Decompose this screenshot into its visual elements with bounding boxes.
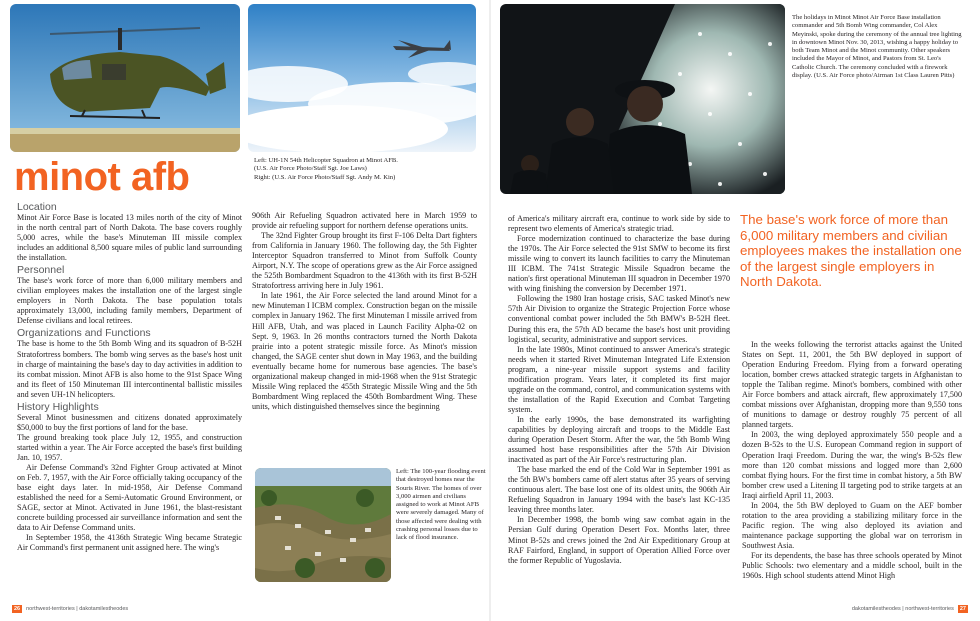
right-page-footer: [852, 603, 968, 615]
body-paragraph: In the weeks following the terrorist attacks against the United States on Sept. 11, 2001, the 5th BW deployed in support of Operation Enduring Freedom. Flying from a forward operating location, bomber crews attacked strategic targets in Afghanistan to topple the Taliban regime. Minot's bombers, combined with other Air Force bombers and attack aircraft, flew approximately 17,500 combat missions over Afghanistan, dropping more than 9,550 tons of munitions to damage or destroy roughly 75 percent of all planned targets.: [742, 340, 962, 430]
body-paragraph: 906th Air Refueling Squadron activated here in March 1959 to provide air refueling support for northern defense operations units.: [252, 211, 477, 231]
body-paragraph: For its dependents, the base has three schools operated by Minot Public Schools: two elementary and a middle school, built in the 1960s. High school students attend Minot High: [742, 550, 962, 581]
location-paragraph: Minot Air Force Base is located 13 miles north of the city of Minot in the north central part of North Dakota. The base covers roughly 5,000 acres, while the base's Minuteman III missile complex includes an additional 8,500 square miles of public land surrounding the installation.: [17, 213, 242, 263]
body-paragraph: In the late 1980s, Minot continued to answer America's strategic needs when it started Rivet Minuteman Integrated Life Extension program, a nine-year missile support systems and facility modification program. Years later, it completed its first major upgrade on the command, control, and communication systems with the installation of the Rapid Execution and Combat Targeting system.: [508, 344, 730, 414]
tree-photo-caption: The holidays in Minot Minot Air Force Base installation commander and 5th Bomb Wing commander, Col Alex Meyinski, spoke during the ceremony of the annual tree lighting in downtown Minot Nov. 30, 2013, wishing a happy holiday to both Team Minot and the Minot community. Other speakers included the Mayor of Minot, and Pastors from St. Leo's Catholic Church. The ceremony concluded with a firework display. (U.S. Air Force photo/Airman 1st Class Lauren Pitts): [792, 14, 962, 80]
body-paragraph: In December 1998, the bomb wing saw combat again in the Persian Gulf during Operation Desert Fox. Months later, three Minot B-52s and crews joined the 2nd Air Expeditionary Group at RAF Fairford, England, in support of Operation Allied Force over the former Republic of Yugoslavia.: [508, 515, 730, 565]
flood-aerial-photo: [255, 468, 391, 582]
column-3: [508, 214, 730, 566]
left-page-footer: [12, 603, 128, 615]
personnel-paragraph: The base's work force of more than 6,000 military members and civilian employees makes the installation one of the largest single employers in North Dakota. The base population totals approximately 13,000, including family members, Department of Defense civilians and local retirees.: [17, 276, 242, 326]
tree-lighting-photo: [500, 4, 785, 194]
caption-line-2: (U.S. Air Force Photo/Staff Sgt. Joe Laws): [254, 165, 367, 173]
page-title: minot afb: [14, 155, 190, 199]
column-2: [252, 211, 477, 412]
flood-photo-caption: Left: The 100-year flooding event that destroyed homes near the Souris River. The homes of over 3,000 airmen and civilians assigned to work at Minot AFB were severely damaged. Many of those affected were dealing with crashing personal losses due to lack of flood insurance.: [396, 468, 486, 542]
history-paragraph: The ground breaking took place July 12, 1955, and construction started within a year. The Air Force accepted the base's first building Jan. 10, 1957.: [17, 432, 242, 462]
section-heading-history: History Highlights: [17, 400, 99, 413]
body-paragraph: Following the 1980 Iran hostage crisis, SAC tasked Minot's new 57th Air Division to organize the Strategic Projection Force whose conventional combat power included the 5th BMW's B-52H fleet. During this era, the 57th AD became the base's host unit providing logistical, security, administrative and support services.: [508, 294, 730, 344]
page-number-left: 26: [14, 606, 21, 612]
left-photo-caption: [254, 157, 474, 182]
caption-line-3: Right: (U.S. Air Force Photo/Staff Sgt. Andy M. Kin): [254, 173, 396, 181]
body-paragraph: of America's military aircraft era, continue to work side by side to represent two elements of America's strategic triad.: [508, 214, 730, 234]
caption-line-1: Left: UH-1N 54th Helicopter Squadron at Minot AFB.: [254, 157, 398, 164]
body-paragraph: Force modernization continued to characterize the base during the 1970s. The Air Force selected the 91st SMW to become its first missile wing to convert its launch facilities to carry the Minuteman III ICBM. The 741st Strategic Missile Squadron became the nation's first operational Minuteman III squadron in December 1970 with wing finishing the conversion by December 1971.: [508, 234, 730, 294]
section-heading-personnel: Personnel: [17, 264, 65, 277]
column-1: [17, 200, 242, 553]
history-paragraph: Air Defense Command's 32nd Fighter Group activated at Minot on Feb. 7, 1957, with the Air Force officially taking occupancy of the base eight days later. In mid-1958, Air Defense Command established the need for a Semi-Automatic Ground Environment, or SAGE, sector at Minot. Activated in June 1961, the blast-resistant concrete building processed air surveillance information and sent the data to Air Defense Command units.: [17, 462, 242, 533]
body-paragraph: In 2004, the 5th BW deployed to Guam on the AEF bomber rotation to the area providing a stabilizing military force in the Pacific region. The wing also deployed its aviation and maintenance package supporting the global war on terrorism in Southwest Asia.: [742, 500, 962, 550]
footer-text-right: dakotamilestheodes | northwest-territories: [851, 606, 954, 612]
body-paragraph: In late 1961, the Air Force selected the land around Minot for a new Minuteman I ICBM complex. Construction began on the missile complex in January 1962. The first Minuteman I missile arrived from Hill AFB, Utah, and was placed in Launch Facility Alpha-02 on Sept. 9, 1963. In 26 months contractors turned the North Dakota prairie into a potent strategic missile force. As Minot's mission changed, the SAGE center shut down in May 1963, and the building eventually became home for numerous base agencies. The base's organizational makeup changed in mid-1968 when the 91st Strategic Missile Wing replaced the 455th Strategic Missile Wing and the 5th Bombardment Wing replaced the 450th Bombardment Wing. These units, which distinguished themselves since the beginning: [252, 291, 477, 411]
section-heading-organizations: Organizations and Functions: [17, 327, 151, 340]
b52-sky-photo: [248, 4, 476, 152]
footer-text-left: northwest-territories | dakotamilestheodes: [26, 606, 129, 612]
body-paragraph: The base marked the end of the Cold War in September 1991 as the 5th BW's bombers came off alert status after 35 years of serving continuous alert. The base lost one of its oldest units, the 906th Air Refueling Squadron in January 1994 with the base's last KC-135 leaving three months later.: [508, 465, 730, 515]
body-paragraph: The 32nd Fighter Group brought its first F-106 Delta Dart fighters from California in January 1960. The following day, the 5th Fighter Interceptor Squadron transferred to Minot from Suffolk County Airport, N.Y. The scope of operations grew as the Air Force assigned the 525th Bombardment Squadron to the 4136th with its first B-52H Stratofortress arriving here in July 1961.: [252, 231, 477, 291]
section-heading-location: Location: [17, 201, 57, 213]
body-paragraph: In the early 1990s, the base demonstrated its warfighting capabilities by deploying aircraft and troops to the Middle East during Operation Desert Storm. After the war, the 5th Bomb Wing assumed host base responsibilities after the 57th Air Division inactivated as part of the Air Force's restructuring plan.: [508, 414, 730, 465]
history-paragraph: In September 1958, the 4136th Strategic Wing became Strategic Air Command's first permanent unit assigned here. The wing's: [17, 533, 242, 553]
column-4: [742, 340, 962, 581]
page-gutter: [489, 0, 491, 621]
helicopter-photo: [10, 4, 240, 152]
pull-quote: The base's work force of more than 6,000 military members and civilian employees makes the installation one of the largest single employers in North Dakota.: [740, 212, 962, 290]
organizations-paragraph: The base is home to the 5th Bomb Wing and its squadron of B-52H Stratofortress bombers. The bomb wing serves as the base's host unit in charge of maintaining the base's day to day activities in addition to its combat mission. Minot AFB is also home to the 91st Space Wing and its fleet of 150 Minuteman III intercontinental ballistic missiles and seven UH-1N helicopters.: [17, 339, 242, 399]
page-number-right: 27: [959, 606, 966, 612]
body-paragraph: In 2003, the wing deployed approximately 550 people and a dozen B-52s to the U.S. European Command region in support of Operation Iraqi Freedom. During the war, the wing's B-52s flew more than 120 combat missions and logged more than 2,600 combat flying hours. For the first time in combat history, a 5th BW bomber crew used a Litening II targeting pod to strike targets at an Iraqi airfield April 11, 2003.: [742, 430, 962, 500]
history-paragraph: Several Minot businessmen and citizens donated approximately $50,000 to buy the first portions of land for the base.: [17, 412, 242, 432]
